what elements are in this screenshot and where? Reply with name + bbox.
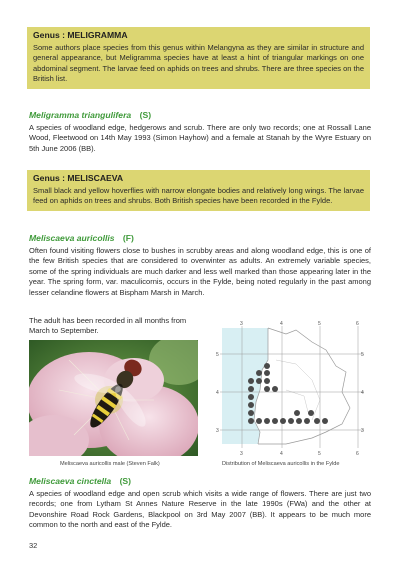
right-label: 4: [361, 390, 364, 396]
right-label: 5: [361, 352, 364, 358]
distribution-map-svg: [216, 320, 366, 456]
genus-meligramma-text: Some authors place species from this genus within Melangyna as they are similar in structure and general appearance, but Meligramma species have at least a hint of triangular markings on one abdominal segment. The larvae feed on aphids on trees and shrubs. There are three species on the British list.: [33, 43, 364, 84]
species-code: (S): [139, 110, 152, 120]
left-label: 3: [216, 428, 219, 434]
hoverfly-photo: [29, 340, 198, 456]
genus-meliscaeva-box: [27, 170, 370, 211]
top-label: 3: [240, 321, 243, 327]
species-triangulifera-title: [29, 110, 151, 120]
species-cinctella-text: A species of woodland edge and open scrub which visits a wide range of flowers. There are just two records; one from Lytham St Annes Nature Reserve in the late 1990s (FWa) and the other at Devonshire Road Rock Gardens, Blackpool on 3rd May 2007 (BB). It appears to be much more common to the north and east of the Fylde.: [29, 489, 371, 530]
species-code: (F): [122, 233, 134, 243]
bottom-label: 3: [240, 451, 243, 456]
hoverfly-on-flower-illustration: [29, 340, 198, 456]
top-label: 5: [318, 321, 321, 327]
top-label: 4: [280, 321, 283, 327]
right-label: 3: [361, 428, 364, 434]
left-label: 4: [216, 390, 219, 396]
left-label: 5: [216, 352, 219, 358]
species-auricollis-text2: The adult has been recorded in all months from March to September.: [29, 316, 187, 336]
species-auricollis-text: Often found visiting flowers close to bushes in scrubby areas and along woodland edge, this is one of the few British species that are considered to overwinter as adults. An extremely variable species, some of the spring individuals are much darker and less well marked than those appearing later in the year. The spring form, var. maculicornis, occurs in the Fylde, being noted regularly in the past among lesser celandine flowers at Bispham Marsh in March.: [29, 246, 371, 297]
genus-meligramma-box: [27, 27, 370, 89]
species-name: Meliscaeva cinctella: [29, 476, 112, 486]
species-auricollis-title: [29, 233, 134, 243]
genus-meliscaeva-text: Small black and yellow hoverflies with narrow elongate bodies and relatively long wings. The larvae feed on aphids on trees and shrubs. Both British species have been recorded in the Fylde.: [33, 186, 364, 206]
bottom-label: 5: [318, 451, 321, 456]
species-cinctella-title: [29, 476, 131, 486]
species-triangulifera-text: A species of woodland edge, hedgerows and scrub. There are only two records; one at Rossall Lane Wood, Fleetwood on 14th May 1993 (Simon Hayhow) and a female at Stanah by the Wyre Estuary on 5th June 2006 (BB).: [29, 123, 371, 153]
species-name: Meliscaeva auricollis: [29, 233, 115, 243]
genus-meliscaeva-heading: Genus : MELISCAEVA: [33, 173, 124, 183]
species-name: Meligramma triangulifera: [29, 110, 132, 120]
genus-meligramma-heading: Genus : MELIGRAMMA: [33, 30, 128, 40]
photo-caption: Meliscaeva auricollis male (Steven Falk): [60, 461, 160, 467]
map-caption: Distribution of Meliscaeva auricollis in the Fylde: [222, 461, 340, 467]
distribution-map: [216, 320, 366, 456]
bottom-label: 4: [280, 451, 283, 456]
species-code: (S): [119, 476, 132, 486]
page-number: 32: [29, 541, 38, 550]
bottom-label: 6: [356, 451, 359, 456]
top-label: 6: [356, 321, 359, 327]
